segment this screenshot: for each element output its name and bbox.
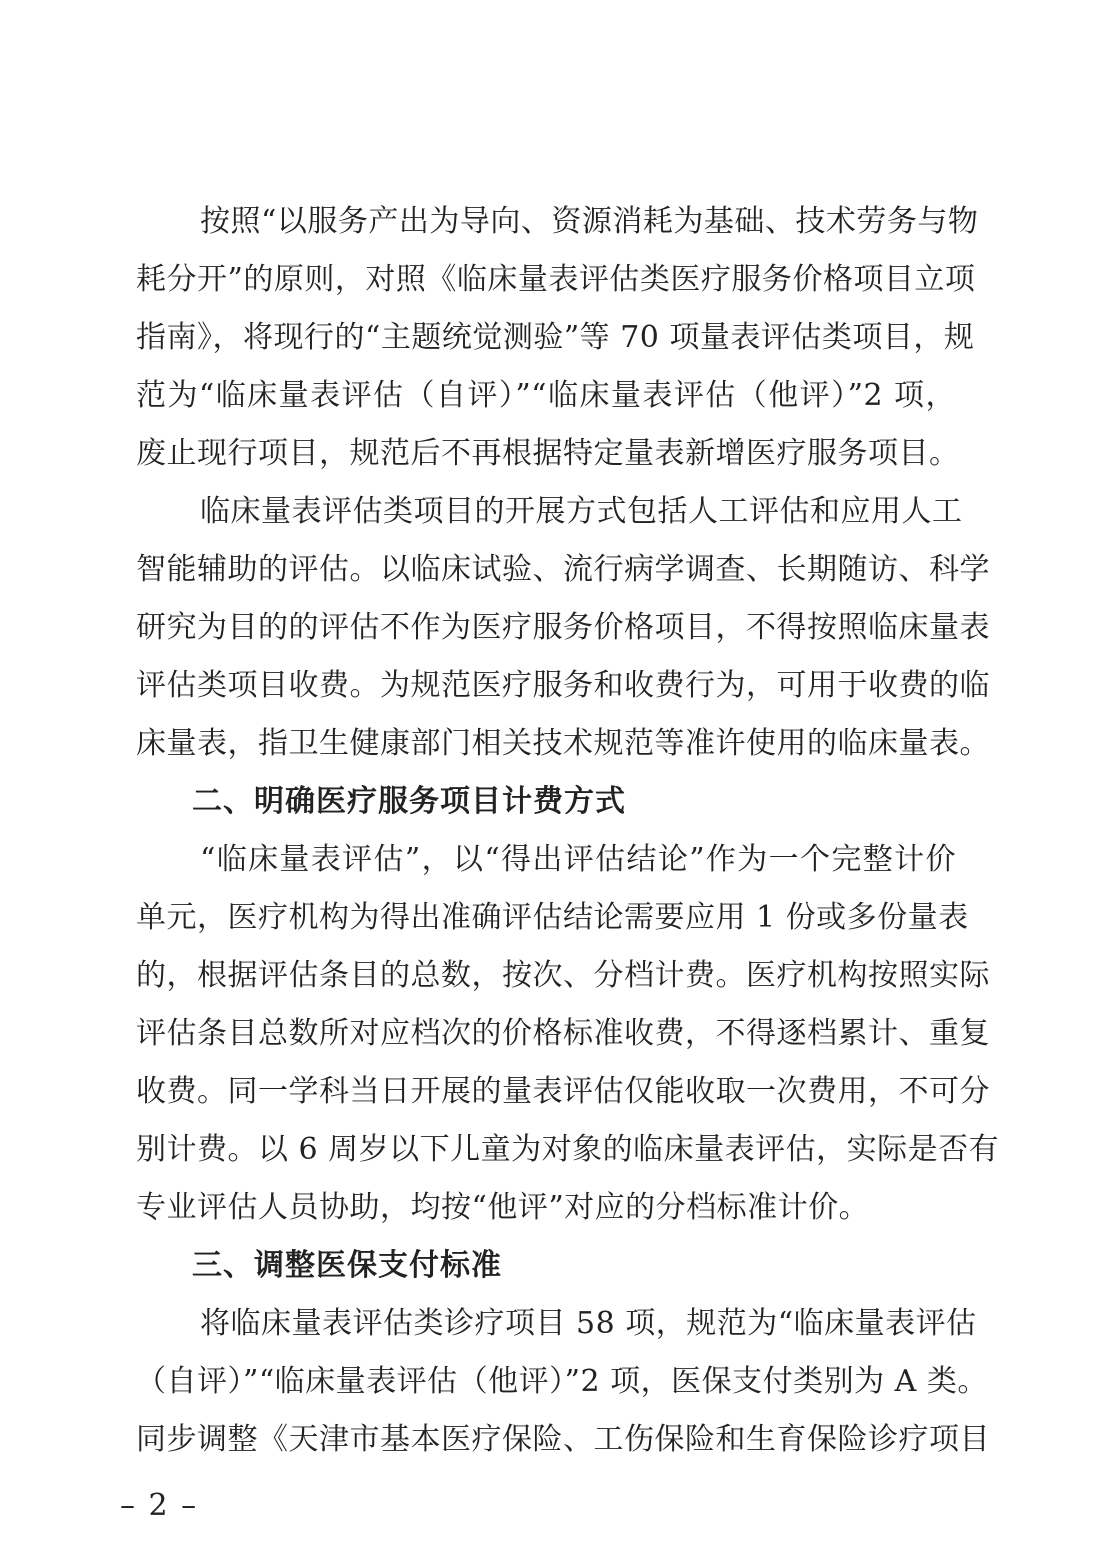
paragraph1-line-5: 废止现行项目，规范后不再根据特定量表新增医疗服务项目。 [136, 436, 960, 471]
section3-line-2: （自评）”“临床量表评估（他评）”2 项，医保支付类别为 A 类。 [136, 1364, 988, 1399]
page-number: – 2 – [120, 1488, 199, 1523]
section2-line-1: “临床量表评估”，以“得出评估结论”作为一个完整计价 [200, 842, 956, 877]
section2-line-6: 别计费。以 6 周岁以下儿童为对象的临床量表评估，实际是否有 [136, 1132, 1000, 1167]
paragraph1-line-2: 耗分开”的原则，对照《临床量表评估类医疗服务价格项目立项 [136, 262, 976, 297]
paragraph2-line-4: 评估类项目收费。为规范医疗服务和收费行为，可用于收费的临 [136, 668, 990, 703]
section2-heading: 二、明确医疗服务项目计费方式 [192, 784, 626, 819]
paragraph1-line-3: 指南》，将现行的“主题统觉测验”等 70 项量表评估类项目，规 [136, 320, 975, 355]
section3-line-3: 同步调整《天津市基本医疗保险、工伤保险和生育保险诊疗项目 [136, 1422, 990, 1457]
paragraph1-line-1: 按照“以服务产出为导向、资源消耗为基础、技术劳务与物 [200, 204, 979, 239]
section2-line-3: 的，根据评估条目的总数，按次、分档计费。医疗机构按照实际 [136, 958, 990, 993]
section2-line-7: 专业评估人员协助，均按“他评”对应的分档标准计价。 [136, 1190, 870, 1225]
paragraph1-line-4: 范为“临床量表评估（自评）”“临床量表评估（他评）”2 项， [136, 378, 956, 413]
section3-line-1: 将临床量表评估类诊疗项目 58 项，规范为“临床量表评估 [200, 1306, 977, 1341]
section2-line-2: 单元，医疗机构为得出准确评估结论需要应用 1 份或多份量表 [136, 900, 969, 935]
paragraph2-line-2: 智能辅助的评估。以临床试验、流行病学调查、长期随访、科学 [136, 552, 990, 587]
paragraph2-line-3: 研究为目的的评估不作为医疗服务价格项目，不得按照临床量表 [136, 610, 990, 645]
paragraph2-line-5: 床量表，指卫生健康部门相关技术规范等准许使用的临床量表。 [136, 726, 990, 761]
paragraph2-line-1: 临床量表评估类项目的开展方式包括人工评估和应用人工 [200, 494, 963, 529]
section2-line-4: 评估条目总数所对应档次的价格标准收费，不得逐档累计、重复 [136, 1016, 990, 1051]
section2-line-5: 收费。同一学科当日开展的量表评估仅能收取一次费用，不可分 [136, 1074, 990, 1109]
section3-heading: 三、调整医保支付标准 [192, 1248, 502, 1283]
